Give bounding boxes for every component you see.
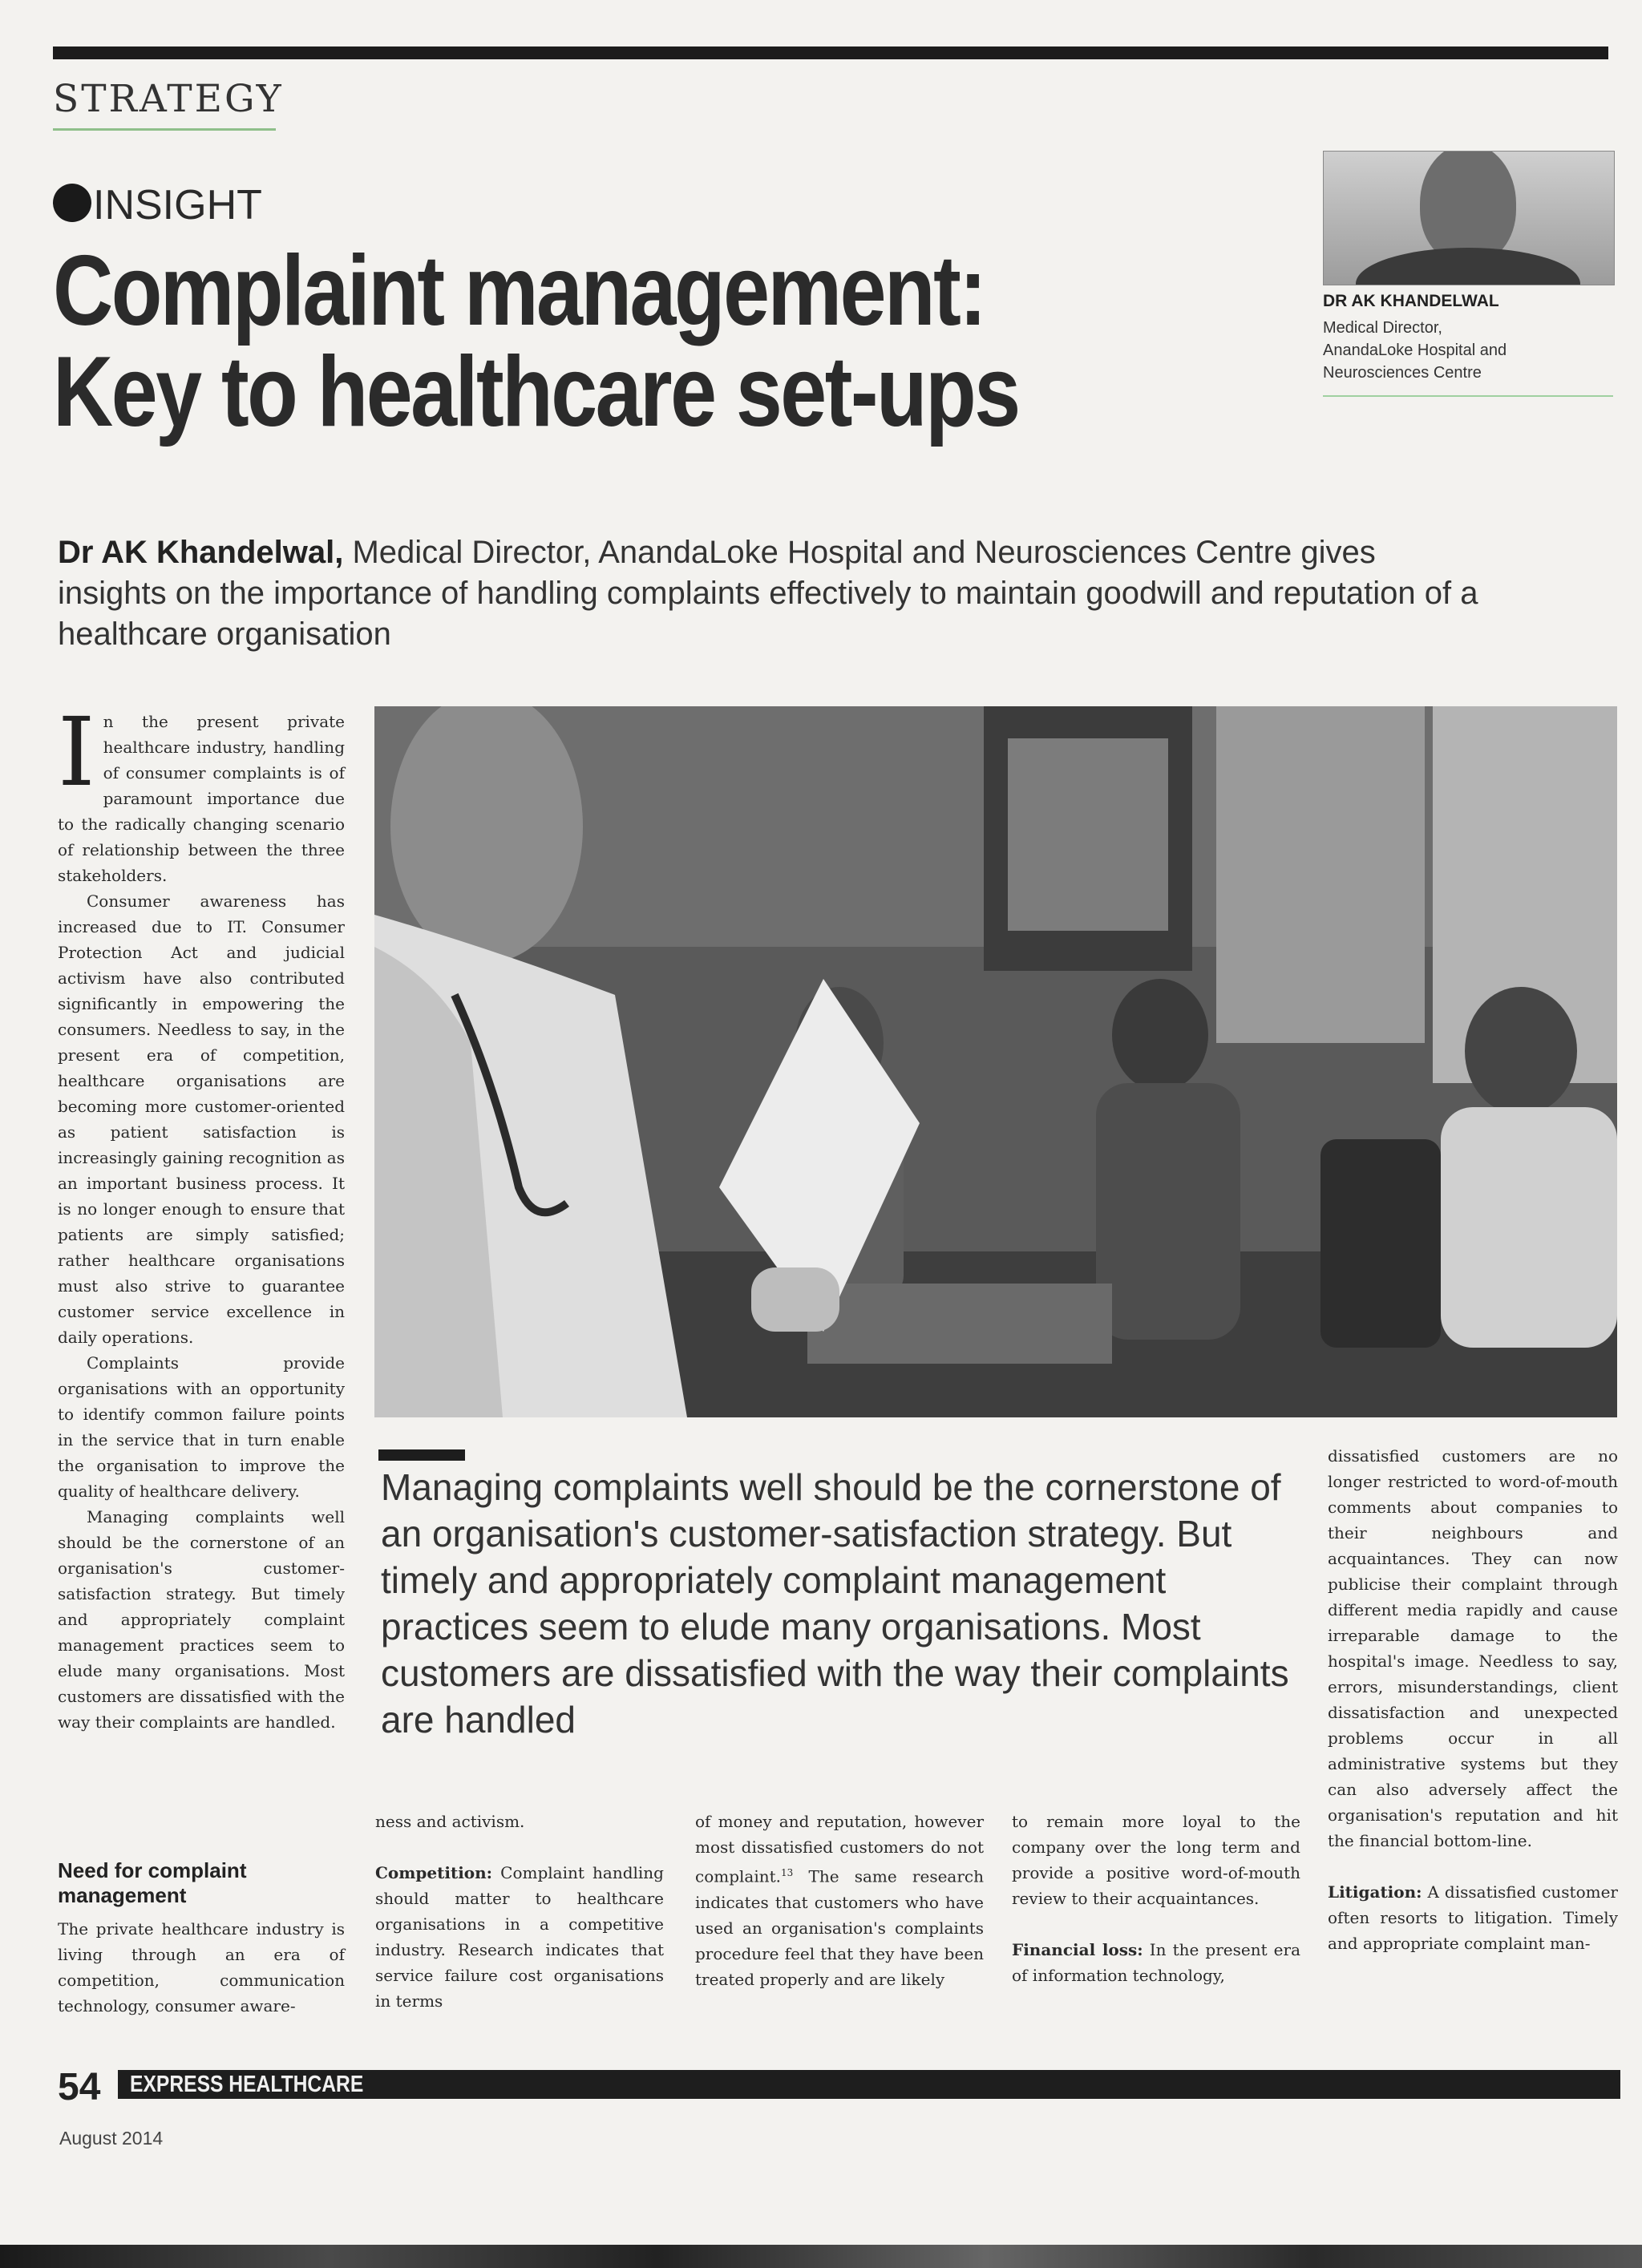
headline-line-2: Key to healthcare set-ups	[53, 337, 1019, 447]
author-divider	[1323, 395, 1613, 397]
pullquote-marker	[378, 1449, 465, 1461]
issue-date: August 2014	[59, 2128, 164, 2149]
reference-mark: 13	[781, 1867, 794, 1878]
section-label: STRATEGY	[53, 77, 284, 121]
author-role-line-2: AnandaLoke Hospital and	[1323, 342, 1507, 359]
body-column-1	[58, 697, 345, 1735]
top-rule	[53, 46, 1608, 59]
body-paragraph: Competition: Complaint handling should matter to healthcare organisations in a competitive industry. Research indicates that service failure cost organisations in terms	[375, 1863, 664, 2011]
body-paragraph: Consumer awareness has increased due to IT. Consumer Protection Act and judicial activism have also contributed significantly in empowering the consumers. Needless to say, in the present era of competition, healthcare organisations are becoming more customer-oriented as patient satisfaction is increasingly gaining recognition as an important business process. It is no longer enough to ensure that patients are simply satisfied; rather healthcare organisations must also strive to guarantee customer service excellence in daily operations.	[58, 891, 345, 1347]
body-paragraph: Financial loss: In the present era of information technology,	[1012, 1940, 1300, 1985]
run-in-heading: Litigation:	[1328, 1882, 1422, 1902]
run-in-heading: Financial loss:	[1012, 1940, 1143, 1959]
run-in-heading: Competition:	[375, 1863, 493, 1882]
body-column-5	[1328, 1443, 1618, 1956]
headline-line-1: Complaint management:	[53, 236, 985, 346]
author-shoulders-shape	[1356, 248, 1580, 285]
page-number: 54	[58, 2066, 101, 2108]
standfirst-text: Medical Director, AnandaLoke Hospital and Neurosciences Centre gives insights on the importance of handling complaints effectively to maintain goodwill and reputation of a healthcare organisation	[58, 535, 1478, 652]
kicker-text: INSIGHT	[93, 182, 262, 228]
bullet-icon	[53, 184, 91, 222]
body-column-2	[375, 1809, 664, 2014]
section-underline	[53, 128, 276, 131]
headline	[53, 236, 1063, 447]
magazine-name: EXPRESS HEALTHCARE	[130, 2072, 364, 2097]
kicker	[53, 181, 262, 229]
scan-edge	[0, 2245, 1642, 2268]
body-paragraph: to remain more loyal to the company over the long term and provide a positive word-of-mouth review to their acquaintances.	[1012, 1812, 1300, 1908]
author-photo	[1323, 151, 1615, 285]
author-head-shape	[1420, 151, 1516, 264]
standfirst-author: Dr AK Khandelwal,	[58, 535, 344, 570]
body-paragraph: of money and reputation, however most dissatisfied customers do not complaint.$^{13}$ The same research indicates that customers who have used an organisation's complaints procedure feel that they have been treated properly and are likely	[695, 1812, 984, 1989]
body-paragraph: Managing complaints well should be the cornerstone of an organisation's customer-satisfaction strategy. But timely and appropriately complaint management practices seem to elude many organisations. Most customers are dissatisfied with the way their complaints are handled.	[58, 1507, 345, 1732]
body-paragraph: Complaints provide organisations with an opportunity to identify common failure points in the service that in turn enable the organisation to improve the quality of healthcare delivery.	[58, 1353, 345, 1501]
subheading: Need for complaint management	[58, 1858, 247, 1907]
body-paragraph: dissatisfied customers are no longer restricted to word-of-mouth comments about companies to their neighbours and acquaintances. They can now publicise their complaint through different media rapidly and cause irreparable damage to the hospital's image. Needless to say, errors, misunderstandings, client dissatisfaction and unexpected problems occur in all administrative systems but they can also adversely affect the organisation's reputation and hit the financial bottom-line.	[1328, 1446, 1618, 1850]
author-name: DR AK KHANDELWAL	[1323, 292, 1499, 310]
body-paragraph: In the present private healthcare industry, handling of consumer complaints is of paramount importance due to the radically changing scenario of relationship between the three stakeholders.	[58, 697, 345, 885]
doctor-photo	[374, 706, 1617, 1417]
author-role	[1323, 317, 1613, 384]
pullquote: Managing complaints well should be the cornerstone of an organisation's customer-satisfaction strategy. But timely and appropriately complaint management practices seem to elude many organisations. Most customers are dissatisfied with the way their complaints are handled	[381, 1466, 1289, 1740]
author-role-line-3: Neurosciences Centre	[1323, 364, 1482, 382]
body-paragraph: Litigation: A dissatisfied customer often resorts to litigation. Timely and appropriate complaint man-	[1328, 1882, 1618, 1953]
author-role-line-1: Medical Director,	[1323, 319, 1442, 337]
drop-cap: I	[58, 697, 95, 807]
body-column-1-continued	[58, 1916, 345, 2019]
body-paragraph: ness and activism.	[375, 1812, 525, 1831]
body-column-3	[695, 1809, 984, 1992]
body-paragraph: The private healthcare industry is living through an era of competition, communication technology, consumer aware-	[58, 1919, 345, 2015]
doctor-photo-illustration	[374, 706, 1617, 1417]
body-column-4	[1012, 1809, 1300, 1988]
standfirst	[58, 532, 1485, 655]
